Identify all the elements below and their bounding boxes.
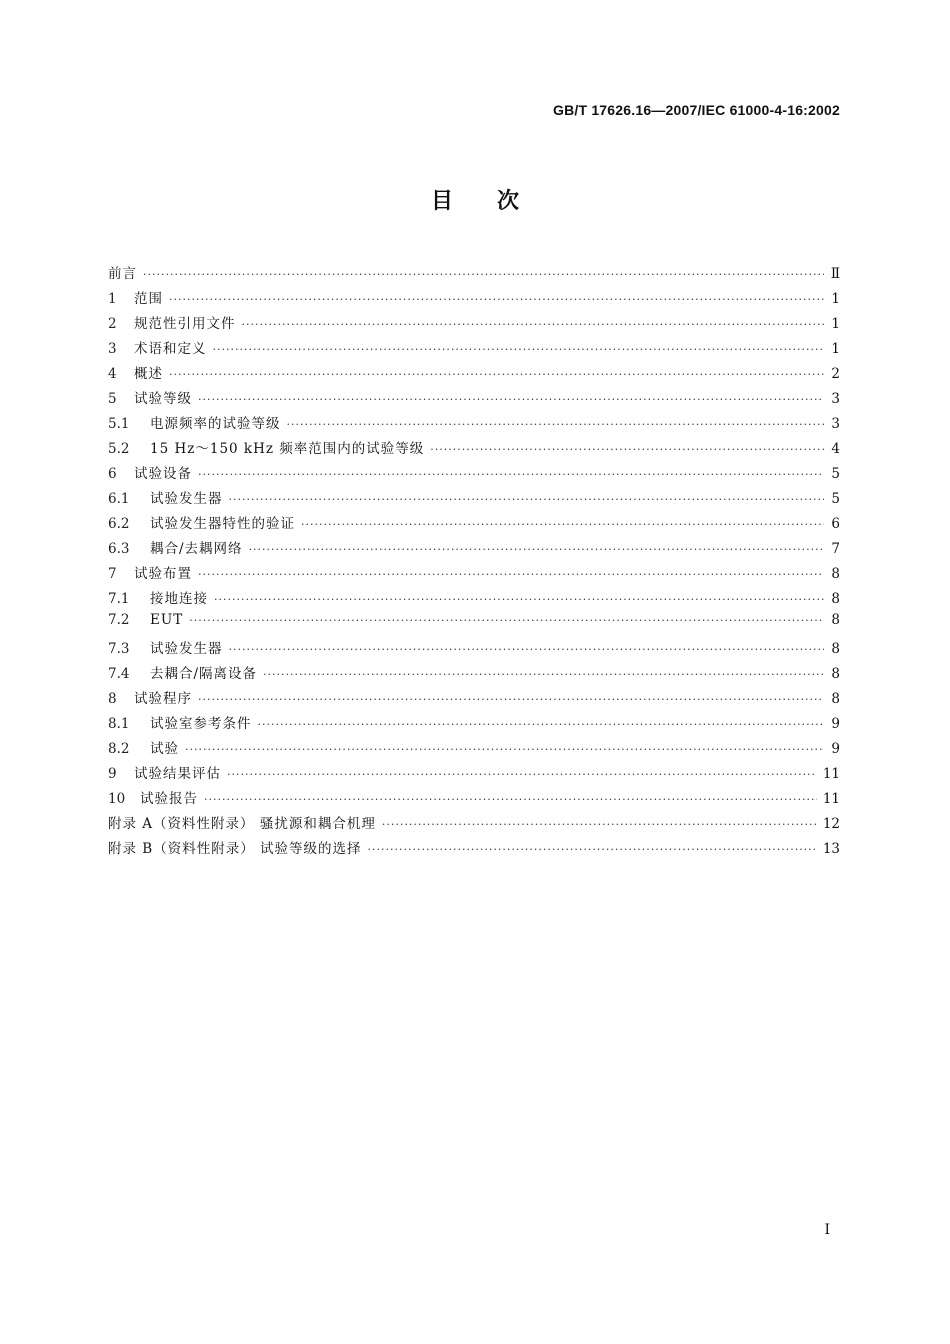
toc-entry-label: EUT [150,612,184,628]
toc-entry[interactable] [108,262,840,287]
toc-entry-leader [189,614,824,627]
toc-entry-number: 6.2 [108,516,130,532]
toc-entry-number: 5.2 [108,441,130,457]
toc-entry-label: 试验发生器 [150,491,223,507]
toc-entry-leader [242,318,825,331]
toc-entry-label: 试验布置 [134,566,192,582]
toc-entry-leader [169,293,824,306]
page-number: Ⅰ [824,1222,830,1238]
toc-entry[interactable] [108,387,840,412]
toc-entry-leader [198,393,824,406]
toc-entry-label: 耦合/去耦网络 [150,541,243,557]
toc-entry-leader [263,668,824,681]
toc-entry[interactable] [108,587,840,612]
toc-entry-leader [258,718,825,731]
toc-entry-number: 6.3 [108,541,130,557]
toc-entry-page: 9 [831,716,840,732]
toc-entry[interactable] [108,437,840,462]
toc-entry-page: 1 [831,316,840,332]
standard-header: GB/T 17626.16—2007/IEC 61000-4-16:2002 [552,102,840,118]
toc-entry[interactable] [108,662,840,687]
toc-entry-label: 试验发生器 [150,641,223,657]
toc-entry-page: 13 [822,841,840,857]
toc-entry-page: 11 [822,791,840,807]
toc-entry-page: 2 [831,366,840,382]
toc-entry-label: 范围 [134,291,163,307]
toc-entry-number: 10 [108,791,126,807]
toc-entry-page: 12 [822,816,840,832]
toc-entry[interactable] [108,737,840,762]
toc-entry-page: 8 [831,612,840,628]
toc-entry[interactable] [108,337,840,362]
toc-entry-label: 附录 A（资料性附录） 骚扰源和耦合机理 [108,816,376,832]
toc-entry[interactable] [108,312,840,337]
toc-entry[interactable] [108,712,840,737]
toc-entry-number: 2 [108,316,117,332]
toc-entry-number: 8.1 [108,716,130,732]
toc-entry-page: Ⅱ [830,266,840,282]
toc-entry-number: 9 [108,766,117,782]
toc-entry-leader [430,443,824,456]
toc-entry-number: 7.3 [108,641,130,657]
toc-entry-number: 5.1 [108,416,130,432]
toc-entry-page: 8 [831,666,840,682]
toc-entry-page: 8 [831,691,840,707]
toc-entry[interactable] [108,687,840,712]
toc-entry-label: 概述 [134,366,163,382]
toc-list [108,262,840,862]
toc-entry-leader [198,693,824,706]
toc-entry[interactable] [108,537,840,562]
toc-entry-leader [213,343,825,356]
toc-title: 目次 [430,189,563,214]
toc-entry-label: 规范性引用文件 [134,316,236,332]
toc-entry-leader [368,843,817,856]
toc-entry[interactable] [108,362,840,387]
toc-entry-label: 附录 B（资料性附录） 试验等级的选择 [108,841,362,857]
toc-entry-label: 15 Hz～150 kHz 频率范围内的试验等级 [150,441,425,457]
toc-entry[interactable] [108,412,840,437]
toc-entry-label: 前言 [108,266,137,282]
toc-entry[interactable] [108,812,840,837]
toc-entry[interactable] [108,562,840,587]
toc-entry-label: 试验等级 [134,391,192,407]
toc-entry-page: 8 [831,641,840,657]
toc-entry-page: 5 [831,491,840,507]
toc-entry-leader [143,268,824,281]
toc-entry-leader [287,418,825,431]
toc-entry-page: 3 [831,391,840,407]
toc-entry-leader [185,743,824,756]
toc-entry[interactable] [108,762,840,787]
toc-entry-page: 5 [831,466,840,482]
toc-entry[interactable] [108,787,840,812]
toc-entry[interactable] [108,637,840,662]
toc-entry-page: 6 [831,516,840,532]
toc-entry-page: 1 [831,341,840,357]
toc-entry-leader [301,518,824,531]
toc-entry-number: 5 [108,391,117,407]
toc-entry-number: 7.4 [108,666,130,682]
toc-entry-leader [382,818,817,831]
toc-entry-leader [229,493,825,506]
toc-entry-page: 4 [831,441,840,457]
toc-entry-leader [169,368,824,381]
toc-entry-label: 试验设备 [134,466,192,482]
toc-entry-page: 11 [822,766,840,782]
toc-entry-leader [229,643,825,656]
toc-entry-page: 3 [831,416,840,432]
toc-entry-number: 1 [108,291,117,307]
toc-entry-page: 8 [831,566,840,582]
toc-entry-page: 8 [831,591,840,607]
toc-entry[interactable] [108,287,840,312]
toc-entry-label: 试验结果评估 [134,766,221,782]
toc-entry-page: 7 [831,541,840,557]
toc-entry-number: 8 [108,691,117,707]
toc-entry-label: 试验室参考条件 [150,716,252,732]
toc-entry-number: 7 [108,566,117,582]
toc-entry-label: 接地连接 [150,591,208,607]
toc-entry-label: 术语和定义 [134,341,207,357]
toc-entry-label: 试验报告 [140,791,198,807]
toc-entry-leader [198,468,824,481]
toc-entry-leader [227,768,817,781]
toc-entry-leader [249,543,824,556]
toc-entry-label: 试验程序 [134,691,192,707]
toc-entry[interactable] [108,487,840,512]
toc-entry-number: 4 [108,366,117,382]
toc-entry[interactable] [108,462,840,487]
toc-entry-number: 6 [108,466,117,482]
toc-entry-leader [198,568,824,581]
toc-entry-leader [214,593,824,606]
toc-entry-leader [204,793,817,806]
toc-entry[interactable] [108,837,840,862]
toc-entry-label: 试验 [150,741,179,757]
toc-entry-label: 电源频率的试验等级 [150,416,281,432]
toc-entry-label: 去耦合/隔离设备 [150,666,258,682]
toc-entry-label: 试验发生器特性的验证 [150,516,295,532]
toc-entry[interactable] [108,612,840,637]
toc-entry-number: 7.2 [108,612,130,628]
toc-entry-number: 3 [108,341,117,357]
toc-entry[interactable] [108,512,840,537]
toc-entry-page: 9 [831,741,840,757]
toc-entry-page: 1 [831,291,840,307]
toc-entry-number: 6.1 [108,491,130,507]
toc-entry-number: 7.1 [108,591,130,607]
toc-entry-number: 8.2 [108,741,130,757]
